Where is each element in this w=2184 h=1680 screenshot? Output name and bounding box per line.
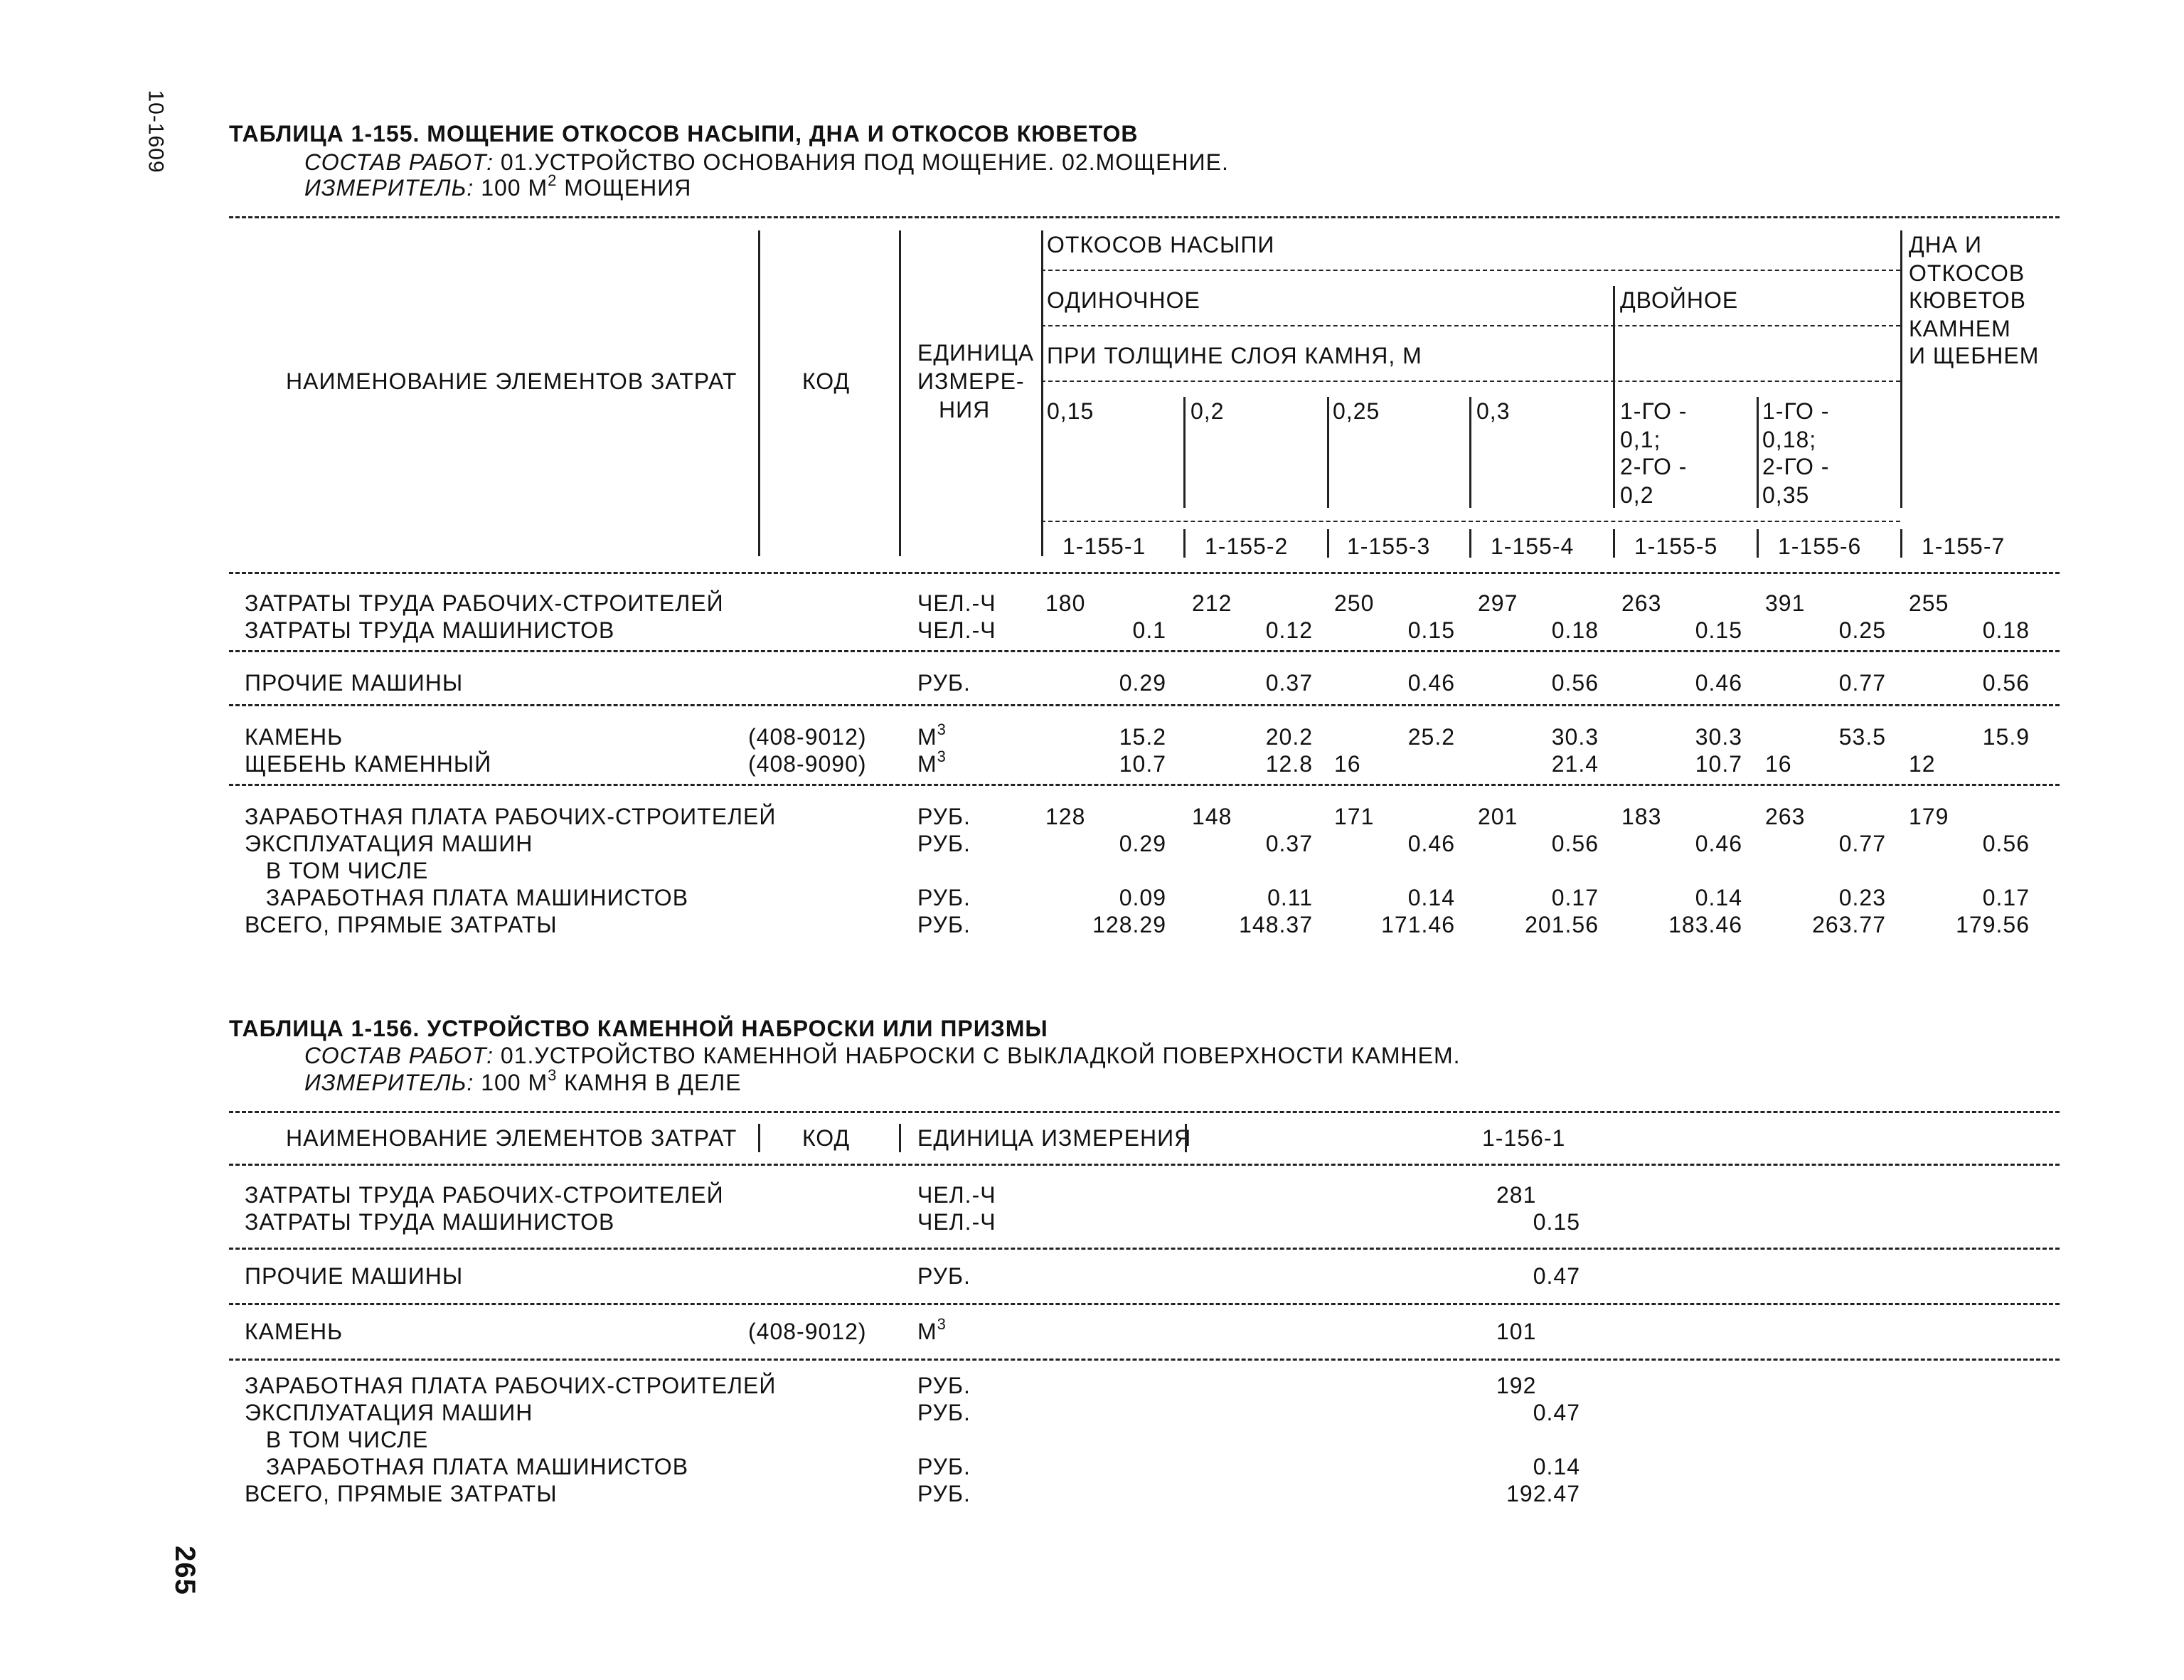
value-cell: 16 [1765, 751, 1792, 777]
unit-sup: 3 [937, 721, 947, 738]
thickness-5-a: 1-ГО - [1620, 398, 1688, 424]
col-divider [1469, 529, 1471, 558]
value-cell: 0.46 [1407, 831, 1455, 856]
col-divider [1183, 529, 1186, 558]
unit-cell [917, 805, 971, 828]
value-cell: 0.56 [1551, 831, 1599, 856]
row-name: ВСЕГО, ПРЯМЫЕ ЗАТРАТЫ [245, 1481, 558, 1506]
value-cell: 250 [1334, 590, 1375, 616]
col-divider [1469, 397, 1471, 508]
thickness-6-c: 2-ГО - [1762, 454, 1830, 479]
works-text: 01.УСТРОЙСТВО ОСНОВАНИЯ ПОД МОЩЕНИЕ. 02.МОЩЕНИЕ. [494, 149, 1229, 175]
unit-cell [917, 1455, 971, 1478]
value-cell: 0.15 [1533, 1209, 1580, 1235]
value-cell: 0.47 [1533, 1400, 1580, 1425]
sub-rule [1041, 521, 1900, 522]
unit-sup: 3 [937, 748, 947, 765]
col-divider [1613, 529, 1615, 558]
header-double: ДВОЙНОЕ [1620, 287, 1739, 313]
value-cell: 10.7 [1119, 751, 1166, 777]
sub-rule [1041, 325, 1900, 326]
value-cell: 0.14 [1695, 885, 1742, 910]
value-cell: 183 [1621, 804, 1662, 829]
header-single: ОДИНОЧНОЕ [1047, 287, 1200, 313]
row-name: ЭКСПЛУАТАЦИЯ МАШИН [245, 1400, 533, 1425]
value-cell: 0.14 [1407, 885, 1455, 910]
value-cell: 0.46 [1407, 670, 1455, 696]
value-cell: 263 [1621, 590, 1662, 616]
value-cell: 0.1 [1132, 617, 1166, 643]
works-text: 01.УСТРОЙСТВО КАМЕННОЙ НАБРОСКИ С ВЫКЛАДКОЙ ПОВЕРХНОСТИ КАМНЕМ. [494, 1043, 1461, 1068]
unit-cell [917, 1211, 996, 1233]
value-cell: 0.12 [1265, 617, 1313, 643]
col-divider [899, 230, 901, 556]
unit-cell [917, 886, 971, 909]
value-cell: 0.25 [1838, 617, 1886, 643]
value-cell: 0.37 [1265, 670, 1313, 696]
sub-rule [1041, 270, 1900, 271]
col-divider [1613, 286, 1615, 508]
row-name: ЗАРАБОТНАЯ ПЛАТА МАШИНИСТОВ [259, 1454, 689, 1479]
value-cell: 0.46 [1695, 831, 1742, 856]
unit-cell [917, 619, 996, 642]
value-cell: 148.37 [1239, 912, 1313, 937]
meter-sup: 2 [548, 171, 558, 189]
row-name: КАМЕНЬ [245, 1319, 343, 1344]
thickness-1: 0,15 [1047, 398, 1094, 424]
table-156-works [304, 1044, 1461, 1067]
row-name: ВСЕГО, ПРЯМЫЕ ЗАТРАТЫ [245, 912, 558, 937]
value-cell: 0.23 [1838, 885, 1886, 910]
unit-cell [917, 832, 971, 855]
value-cell: 179 [1909, 804, 1949, 829]
header-bottom-4: КАМНЕМ [1909, 316, 2011, 341]
thickness-2: 0,2 [1190, 398, 1225, 424]
unit-cell [917, 1401, 971, 1424]
row-name: ЭКСПЛУАТАЦИЯ МАШИН [245, 831, 533, 856]
unit-text: РУБ. [917, 1263, 971, 1289]
header-bottom-3: КЮВЕТОВ [1909, 287, 2026, 313]
row-name: ЩЕБЕНЬ КАМЕННЫЙ [245, 751, 492, 777]
row-name: ЗАРАБОТНАЯ ПЛАТА РАБОЧИХ-СТРОИТЕЛЕЙ [245, 804, 777, 829]
col-divider [758, 1124, 760, 1152]
rule [229, 572, 2060, 574]
header-unit-1: ЕДИНИЦА [917, 340, 1035, 366]
value-cell: 30.3 [1695, 724, 1742, 750]
value-cell: 192 [1496, 1373, 1537, 1398]
header-name: НАИМЕНОВАНИЕ ЭЛЕМЕНТОВ ЗАТРАТ [286, 1125, 737, 1151]
col-divider [1757, 397, 1759, 508]
rule [229, 650, 2060, 652]
row-name: КАМЕНЬ [245, 724, 343, 750]
value-cell: 0.77 [1838, 670, 1886, 696]
value-cell: 192.47 [1506, 1481, 1580, 1506]
unit-text: М [917, 1319, 937, 1344]
row-name: В ТОМ ЧИСЛЕ [259, 858, 429, 883]
value-cell: 21.4 [1551, 751, 1599, 777]
value-cell: 30.3 [1551, 724, 1599, 750]
value-cell: 0.29 [1119, 670, 1166, 696]
unit-text: РУБ. [917, 831, 971, 856]
rule [229, 1111, 2060, 1113]
thickness-6-b: 0,18; [1762, 427, 1817, 452]
value-cell: 0.18 [1551, 617, 1599, 643]
value-cell: 0.17 [1551, 885, 1599, 910]
value-cell: 263 [1765, 804, 1806, 829]
unit-text: РУБ. [917, 670, 971, 696]
unit-text: М [917, 724, 937, 750]
column-code: 1-155-5 [1634, 533, 1718, 559]
unit-text: ЧЕЛ.-Ч [917, 590, 996, 616]
value-cell: 128 [1045, 804, 1086, 829]
rule [229, 784, 2060, 786]
unit-cell [917, 671, 971, 694]
col-divider [1327, 397, 1329, 508]
meter-pre: 100 М [474, 1070, 548, 1095]
rule [229, 216, 2060, 218]
row-code: (408-9090) [748, 751, 867, 777]
row-name: ЗАРАБОТНАЯ ПЛАТА МАШИНИСТОВ [259, 885, 689, 910]
row-name: В ТОМ ЧИСЛЕ [259, 1427, 429, 1452]
value-cell: 128.29 [1092, 912, 1166, 937]
unit-text: РУБ. [917, 1481, 971, 1506]
row-name: ЗАТРАТЫ ТРУДА МАШИНИСТОВ [245, 1209, 615, 1235]
col-divider [1327, 529, 1329, 558]
header-bottom-1: ДНА И [1909, 232, 1983, 257]
header-slopes: ОТКОСОВ НАСЫПИ [1047, 232, 1275, 257]
value-cell: 148 [1192, 804, 1232, 829]
value-cell: 0.18 [1982, 617, 2030, 643]
col-divider [1041, 230, 1043, 556]
value-cell: 12 [1909, 751, 1936, 777]
row-name: ЗАРАБОТНАЯ ПЛАТА РАБОЧИХ-СТРОИТЕЛЕЙ [245, 1373, 777, 1398]
col-divider [758, 230, 760, 556]
row-name: ЗАТРАТЫ ТРУДА РАБОЧИХ-СТРОИТЕЛЕЙ [245, 590, 724, 616]
header-unit-3: НИЯ [939, 397, 991, 422]
column-code: 1-155-3 [1347, 533, 1431, 559]
value-cell: 0.47 [1533, 1263, 1580, 1289]
col-divider [1757, 529, 1759, 558]
meter-label: ИЗМЕРИТЕЛЬ: [304, 1070, 474, 1095]
row-name: ПРОЧИЕ МАШИНЫ [245, 1263, 464, 1289]
rule [229, 1303, 2060, 1305]
value-cell: 0.17 [1982, 885, 2030, 910]
meter-post: МОЩЕНИЯ [557, 175, 692, 201]
unit-text: РУБ. [917, 804, 971, 829]
col-divider [1185, 1124, 1187, 1152]
header-thickness: ПРИ ТОЛЩИНЕ СЛОЯ КАМНЯ, М [1047, 343, 1422, 368]
value-cell: 0.77 [1838, 831, 1886, 856]
thickness-6-a: 1-ГО - [1762, 398, 1830, 424]
unit-cell [917, 1482, 971, 1505]
value-cell: 201 [1478, 804, 1518, 829]
unit-cell [917, 1265, 971, 1287]
row-name: ПРОЧИЕ МАШИНЫ [245, 670, 464, 696]
unit-cell [917, 1374, 971, 1397]
table-156-meter [304, 1066, 742, 1095]
col-divider [1900, 529, 1902, 558]
column-code: 1-156-1 [1482, 1125, 1566, 1151]
unit-cell [917, 592, 996, 615]
column-code: 1-155-2 [1205, 533, 1289, 559]
header-code: КОД [802, 368, 851, 394]
row-name: ЗАТРАТЫ ТРУДА РАБОЧИХ-СТРОИТЕЛЕЙ [245, 1182, 724, 1208]
unit-text: РУБ. [917, 885, 971, 910]
thickness-5-d: 0,2 [1620, 482, 1654, 508]
meter-pre: 100 М [474, 175, 548, 201]
value-cell: 180 [1045, 590, 1086, 616]
header-code: КОД [802, 1125, 851, 1151]
header-name: НАИМЕНОВАНИЕ ЭЛЕМЕНТОВ ЗАТРАТ [286, 368, 737, 394]
value-cell: 15.9 [1982, 724, 2030, 750]
value-cell: 12.8 [1265, 751, 1313, 777]
unit-cell [917, 748, 947, 777]
rule [229, 1359, 2060, 1361]
value-cell: 0.15 [1695, 617, 1742, 643]
table-155-works [304, 151, 1229, 174]
unit-sup: 3 [937, 1315, 947, 1333]
thickness-5-b: 0,1; [1620, 427, 1661, 452]
unit-cell [917, 1184, 996, 1206]
column-code: 1-155-6 [1778, 533, 1862, 559]
works-label: СОСТАВ РАБОТ: [304, 149, 494, 175]
value-cell: 255 [1909, 590, 1949, 616]
value-cell: 0.56 [1982, 670, 2030, 696]
value-cell: 0.56 [1551, 670, 1599, 696]
unit-text: ЧЕЛ.-Ч [917, 1209, 996, 1235]
row-name: ЗАТРАТЫ ТРУДА МАШИНИСТОВ [245, 617, 615, 643]
value-cell: 0.14 [1533, 1454, 1580, 1479]
header-unit: ЕДИНИЦА ИЗМЕРЕНИЯ [917, 1125, 1192, 1151]
thickness-6-d: 0,35 [1762, 482, 1810, 508]
col-divider [1900, 230, 1902, 508]
unit-cell [917, 913, 971, 936]
value-cell: 0.11 [1267, 885, 1313, 910]
row-code: (408-9012) [748, 1319, 867, 1344]
value-cell: 171 [1334, 804, 1375, 829]
header-bottom-2: ОТКОСОВ [1909, 260, 2025, 286]
unit-text: РУБ. [917, 1373, 971, 1398]
rule [229, 704, 2060, 706]
rule [229, 1248, 2060, 1250]
value-cell: 297 [1478, 590, 1518, 616]
header-unit-2: ИЗМЕРЕ- [917, 368, 1025, 394]
table-155-meter [304, 171, 692, 201]
value-cell: 10.7 [1695, 751, 1742, 777]
value-cell: 0.56 [1982, 831, 2030, 856]
works-label: СОСТАВ РАБОТ: [304, 1043, 494, 1068]
unit-cell [917, 1315, 947, 1344]
row-code: (408-9012) [748, 724, 867, 750]
value-cell: 183.46 [1668, 912, 1742, 937]
value-cell: 15.2 [1119, 724, 1166, 750]
unit-text: РУБ. [917, 912, 971, 937]
table-156-title: ТАБЛИЦА 1-156. УСТРОЙСТВО КАМЕННОЙ НАБРОСКИ ИЛИ ПРИЗМЫ [229, 1016, 1048, 1041]
header-bottom-5: И ЩЕБНЕМ [1909, 343, 2040, 368]
value-cell: 0.09 [1119, 885, 1166, 910]
col-divider [1183, 397, 1186, 508]
value-cell: 0.29 [1119, 831, 1166, 856]
value-cell: 201.56 [1525, 912, 1599, 937]
value-cell: 101 [1496, 1319, 1537, 1344]
unit-text: М [917, 751, 937, 777]
unit-text: РУБ. [917, 1400, 971, 1425]
value-cell: 0.15 [1407, 617, 1455, 643]
unit-cell [917, 721, 947, 750]
value-cell: 212 [1192, 590, 1232, 616]
thickness-3: 0,25 [1333, 398, 1380, 424]
value-cell: 281 [1496, 1182, 1537, 1208]
value-cell: 179.56 [1956, 912, 2030, 937]
meter-label: ИЗМЕРИТЕЛЬ: [304, 175, 474, 201]
value-cell: 263.77 [1812, 912, 1886, 937]
column-code: 1-155-1 [1062, 533, 1146, 559]
page-number: 265 [169, 1546, 201, 1595]
thickness-4: 0,3 [1476, 398, 1511, 424]
sub-rule [1041, 381, 1900, 382]
value-cell: 25.2 [1407, 724, 1455, 750]
unit-text: РУБ. [917, 1454, 971, 1479]
meter-post: КАМНЯ В ДЕЛЕ [557, 1070, 742, 1095]
value-cell: 391 [1765, 590, 1806, 616]
rule [229, 1164, 2060, 1166]
meter-sup: 3 [548, 1066, 558, 1084]
table-155-title: ТАБЛИЦА 1-155. МОЩЕНИЕ ОТКОСОВ НАСЫПИ, ДНА И ОТКОСОВ КЮВЕТОВ [229, 121, 1139, 147]
value-cell: 0.46 [1695, 670, 1742, 696]
unit-text: ЧЕЛ.-Ч [917, 1182, 996, 1208]
thickness-5-c: 2-ГО - [1620, 454, 1688, 479]
document-code: 10-1609 [144, 90, 168, 174]
column-code: 1-155-7 [1922, 533, 2005, 559]
value-cell: 0.37 [1265, 831, 1313, 856]
value-cell: 53.5 [1838, 724, 1886, 750]
unit-text: ЧЕЛ.-Ч [917, 617, 996, 643]
column-code: 1-155-4 [1491, 533, 1575, 559]
value-cell: 171.46 [1381, 912, 1455, 937]
col-divider [899, 1124, 901, 1152]
value-cell: 20.2 [1265, 724, 1313, 750]
value-cell: 16 [1334, 751, 1361, 777]
